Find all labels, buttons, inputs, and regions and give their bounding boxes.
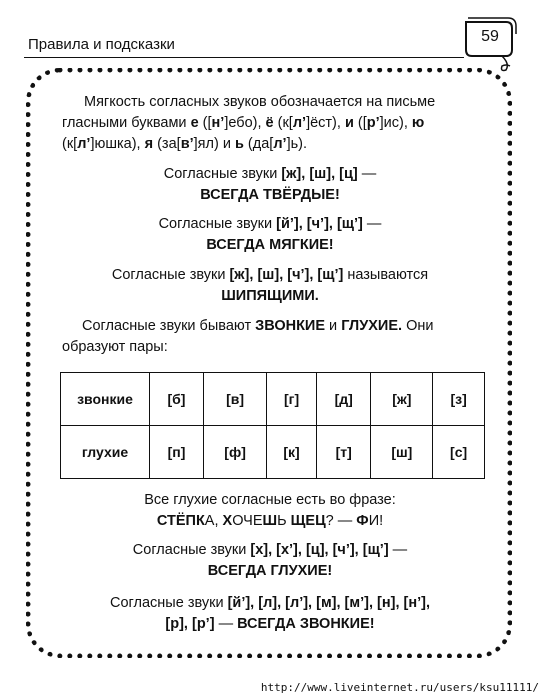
rule-caps: ВСЕГДА ГЛУХИЕ! — [207, 563, 333, 579]
phrase-bold: СТ — [156, 513, 176, 529]
header-rule — [24, 57, 464, 58]
intro-text: ]ь). — [286, 136, 308, 152]
table-cell: [к] — [267, 426, 317, 479]
intro-text: ]юшка), — [90, 136, 145, 152]
letter-e: е — [190, 115, 199, 131]
intro-text: Мягкость согласных звуков обозначается на письме гласными буквами — [62, 94, 436, 131]
phrase-bold: ЩЕЦ — [290, 513, 326, 529]
letter-soft-sign: ь — [234, 136, 244, 152]
rule-sounds: [х], [х’], [ц], [ч’], [щ’] — [250, 542, 389, 558]
rule-caps: ВСЕГДА МЯГКИЕ! — [206, 237, 334, 253]
intro-text: (к[ — [62, 136, 78, 152]
intro-paragraph — [62, 92, 490, 155]
phrase-bold: К — [195, 513, 205, 529]
sound-l-soft: л’ — [292, 115, 307, 131]
rule-caps: ШИПЯЩИМИ. — [221, 288, 319, 304]
intro-text: ]ис), — [379, 115, 412, 131]
letter-i: и — [344, 115, 354, 131]
table-cell: [ж] — [371, 373, 433, 426]
table-cell: [ш] — [371, 426, 433, 479]
phrase-text: А, — [204, 513, 223, 529]
intro-text: ]ебо), — [224, 115, 266, 131]
phrase-bold: Ш — [262, 513, 278, 529]
rule-sounds: [ж], [ш], [ч’], [щ’] — [229, 267, 344, 283]
letter-ya: я — [144, 136, 154, 152]
intro-text: ([ — [198, 115, 212, 131]
rule-hissing — [40, 265, 500, 307]
table-cell: [г] — [267, 373, 317, 426]
intro-text: ]ял) и — [193, 136, 235, 152]
rule-dash: — — [357, 166, 377, 182]
rule-sounds: [й’], [ч’], [щ’] — [276, 216, 363, 232]
rule-pairs — [62, 316, 492, 358]
consonant-pairs-table — [60, 372, 485, 479]
rule-text: Согласные звуки — [158, 216, 277, 232]
page-number: 59 — [481, 28, 499, 45]
phrase-bold: П — [185, 513, 196, 529]
table-row-voiced — [61, 373, 485, 426]
rule-dash: — — [362, 216, 382, 232]
table-cell: [з] — [433, 373, 485, 426]
letter-yu: ю — [411, 115, 425, 131]
rule-voiced — [40, 593, 500, 635]
intro-text: (к[ — [273, 115, 293, 131]
sound-l-soft: л’ — [273, 136, 287, 152]
table-cell: [п] — [150, 426, 204, 479]
rule-dash: — — [214, 616, 238, 632]
table-cell: [в] — [203, 373, 266, 426]
table-cell: [б] — [150, 373, 204, 426]
table-cell: [т] — [316, 426, 371, 479]
phrase-text: ОЧЕ — [232, 513, 263, 529]
rule-text: Они образуют пары: — [62, 318, 434, 355]
rule-caps: ЗВОНКИЕ — [255, 318, 326, 334]
rule-text: Согласные звуки — [132, 542, 251, 558]
phrase-bold: Ё — [175, 513, 186, 529]
table-row-voiceless — [61, 426, 485, 479]
page-header-title: Правила и подсказки — [28, 36, 175, 53]
letter-yo: ё — [265, 115, 274, 131]
rule-text: Согласные звуки — [110, 595, 228, 611]
rule-hard — [40, 164, 500, 206]
rule-soft — [40, 214, 500, 256]
phrase-bold: Ф — [356, 513, 369, 529]
rule-voiceless — [40, 540, 500, 582]
rule-text: Все глухие согласные есть во фразе: — [144, 492, 396, 508]
intro-text: (да[ — [243, 136, 274, 152]
table-cell: [д] — [316, 373, 371, 426]
rule-caps: ВСЕГДА ТВЁРДЫЕ! — [200, 187, 340, 203]
rule-dash: — — [388, 542, 408, 558]
rule-sounds: [ж], [ш], [ц] — [281, 166, 358, 182]
rule-sounds: [р], [р’] — [165, 616, 215, 632]
table-cell: [с] — [433, 426, 485, 479]
sound-n-soft: н’ — [211, 115, 225, 131]
rule-caps: ГЛУХИЕ. — [341, 318, 403, 334]
phrase-text: Ь — [277, 513, 291, 529]
sound-l-soft: л’ — [77, 136, 91, 152]
sound-r-soft: р’ — [366, 115, 380, 131]
rule-text: Согласные звуки — [111, 267, 230, 283]
rule-sounds: [й’], [л], [л’], [м], [м’], [н], [н’], — [227, 595, 430, 611]
intro-text: ([ — [353, 115, 367, 131]
rule-caps: ВСЕГДА ЗВОНКИЕ! — [237, 616, 375, 632]
phrase-bold: Х — [222, 513, 233, 529]
intro-text: ]ёст), — [306, 115, 345, 131]
phrase-text: И! — [368, 513, 384, 529]
sound-v-soft: в’ — [180, 136, 194, 152]
intro-text: (за[ — [153, 136, 181, 152]
rule-phrase — [40, 490, 500, 532]
phrase-text: ? — — [325, 513, 357, 529]
row-label: звонкие — [61, 373, 150, 426]
rule-text: называются — [343, 267, 429, 283]
row-label: глухие — [61, 426, 150, 479]
rule-text: Согласные звуки бывают — [82, 318, 256, 334]
footer-url: http://www.liveinternet.ru/users/ksu11111/ — [260, 681, 539, 694]
rule-text: Согласные звуки — [163, 166, 282, 182]
rule-text: и — [325, 318, 342, 334]
table-cell: [ф] — [203, 426, 266, 479]
